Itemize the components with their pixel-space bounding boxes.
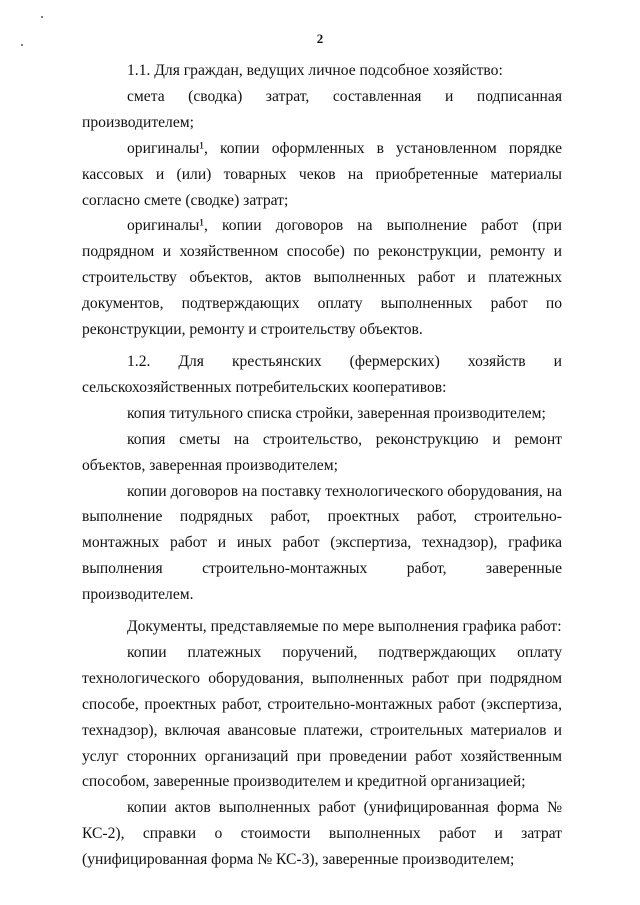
paragraph-documents-heading: Документы, представляемые по мере выполнения графика работ: [127, 618, 562, 636]
paragraph-1-2-heading: 1.2. Для крестьянских (фермерских) хозяйств и сельскохозяйственных потребительских кооперативов: [82, 352, 562, 396]
paragraph-title-list: копия титульного списка стройки, заверенная производителем; [127, 404, 546, 422]
paragraph-1-1-heading: 1.1. Для граждан, ведущих личное подсобное хозяйство: [127, 62, 503, 79]
paragraph-receipts: оригиналы¹, копии оформленных в установленном порядке кассовых и (или) товарных чеков на приобретенные материалы согласно смете (сводке) затрат; [82, 139, 562, 209]
paragraph-acts: копии актов выполненных работ (унифицированная форма № КС-2), справки о стоимости выполненных работ и затрат (унифицированная форма № КС-3), заверенные производителем; [82, 799, 562, 869]
page-number: 2 [316, 31, 324, 46]
document-body [82, 58, 562, 873]
paragraph-supply-contracts: копии договоров на поставку технологического оборудования, на выполнение подрядных работ, проектных работ, строительно-монтажных работ и иных работ (экспертиза, технадзор), графика выполнения строительно-монтажных работ, заверенные производителем. [82, 482, 562, 604]
paragraph-estimate: смета (сводка) затрат, составленная и подписанная производителем; [82, 87, 562, 131]
paragraph-budget-copy: копия сметы на строительство, реконструкцию и ремонт объектов, заверенная производителем; [82, 430, 562, 474]
scan-speck [41, 16, 43, 18]
paragraph-payment-orders: копии платежных поручений, подтверждающих оплату технологического оборудования, выполненных работ при подрядном способе, проектных работ, строительно-монтажных работ (экспертиза, технадзор), включая авансовые платежи, строительных материалов и услуг сторонних организаций при проведении работ хозяйственным способом, заверенные производителем и кредитной организацией; [82, 643, 562, 791]
paragraph-contracts: оригиналы¹, копии договоров на выполнение работ (при подрядном и хозяйственном способе) по реконструкции, ремонту и строительству объектов, актов выполненных работ и платежных документов, подтверждающих оплату выполненных работ по реконструкции, ремонту и строительству объектов. [82, 217, 562, 339]
